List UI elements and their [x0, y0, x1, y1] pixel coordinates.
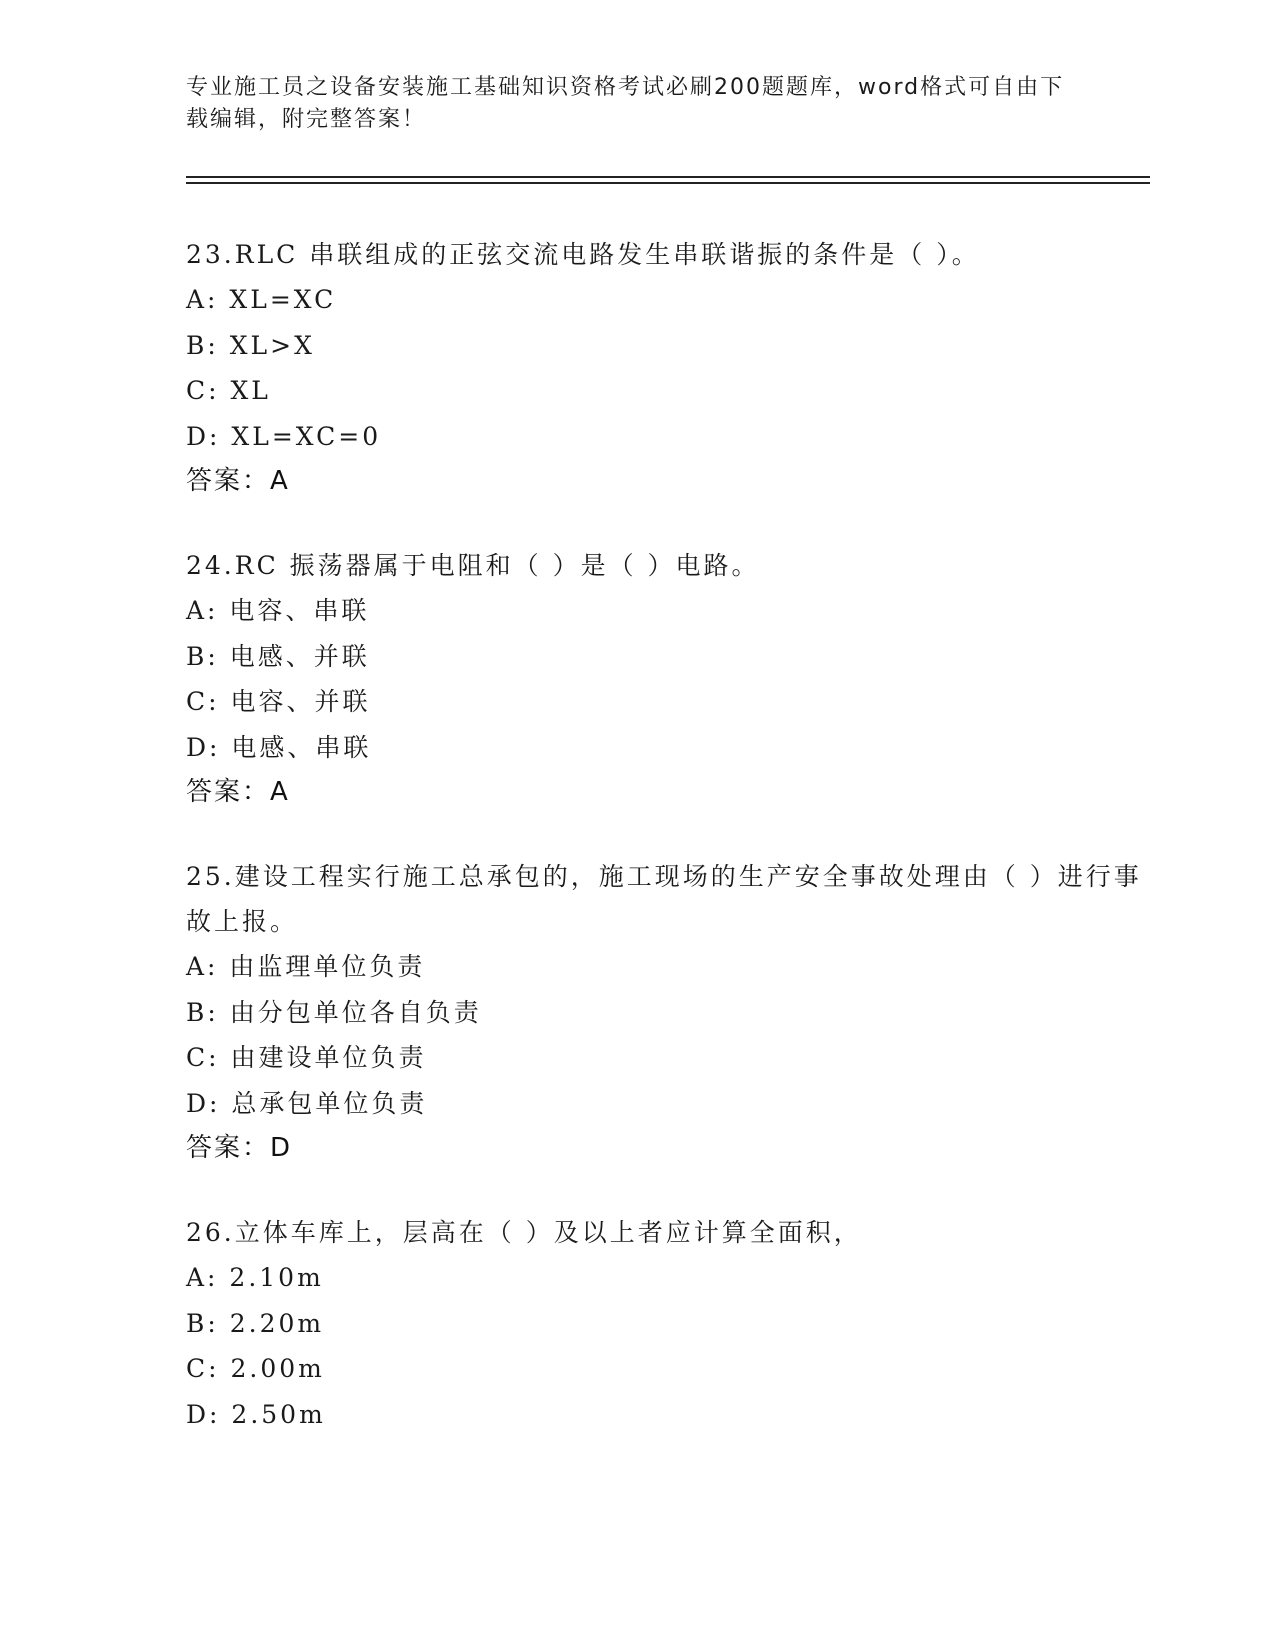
- answer-label: 答案：A: [186, 777, 290, 807]
- option-b: B: XL>X: [186, 330, 315, 360]
- question-25: [186, 854, 1146, 1170]
- question-26: [186, 1210, 1146, 1437]
- answer-label: 答案：A: [186, 466, 290, 496]
- option-b: B: 电感、并联: [186, 641, 370, 671]
- question-text: 26.立体车库上，层高在（ ）及以上者应计算全面积，: [186, 1218, 862, 1247]
- option-b: B: 2.20m: [186, 1308, 325, 1338]
- option-a: A: XL=XC: [186, 285, 337, 314]
- header-divider-top: [186, 176, 1150, 178]
- question-text: 24.RC 振荡器属于电阻和（ ）是（ ）电路。: [186, 551, 760, 580]
- option-d: D: 总承包单位负责: [186, 1088, 428, 1118]
- answer-label: 答案：D: [186, 1133, 293, 1163]
- option-b: B: 由分包单位各自负责: [186, 997, 482, 1027]
- option-c: C: 电容、并联: [186, 687, 371, 716]
- option-a: A: 由监理单位负责: [186, 952, 426, 981]
- option-d: D: XL=XC=0: [186, 421, 382, 451]
- question-23: [186, 232, 1146, 503]
- document-header: 专业施工员之设备安装施工基础知识资格考试必刷200题题库，word格式可自由下载编辑，附完整答案！: [186, 75, 1065, 132]
- option-c: C: 由建设单位负责: [186, 1043, 427, 1072]
- question-text: 25.建设工程实行施工总承包的，施工现场的生产安全事故处理由（ ）进行事故上报。: [186, 862, 1142, 936]
- option-a: A: 电容、串联: [186, 596, 370, 625]
- option-d: D: 电感、串联: [186, 732, 372, 762]
- option-c: C: XL: [186, 376, 271, 405]
- option-d: D: 2.50m: [186, 1399, 326, 1429]
- question-text: 23.RLC 串联组成的正弦交流电路发生串联谐振的条件是（ ）。: [186, 240, 980, 269]
- question-list: [186, 232, 1146, 1477]
- option-c: C: 2.00m: [186, 1354, 325, 1383]
- question-24: [186, 543, 1146, 814]
- header-divider-bottom: [186, 182, 1150, 184]
- option-a: A: 2.10m: [186, 1263, 324, 1292]
